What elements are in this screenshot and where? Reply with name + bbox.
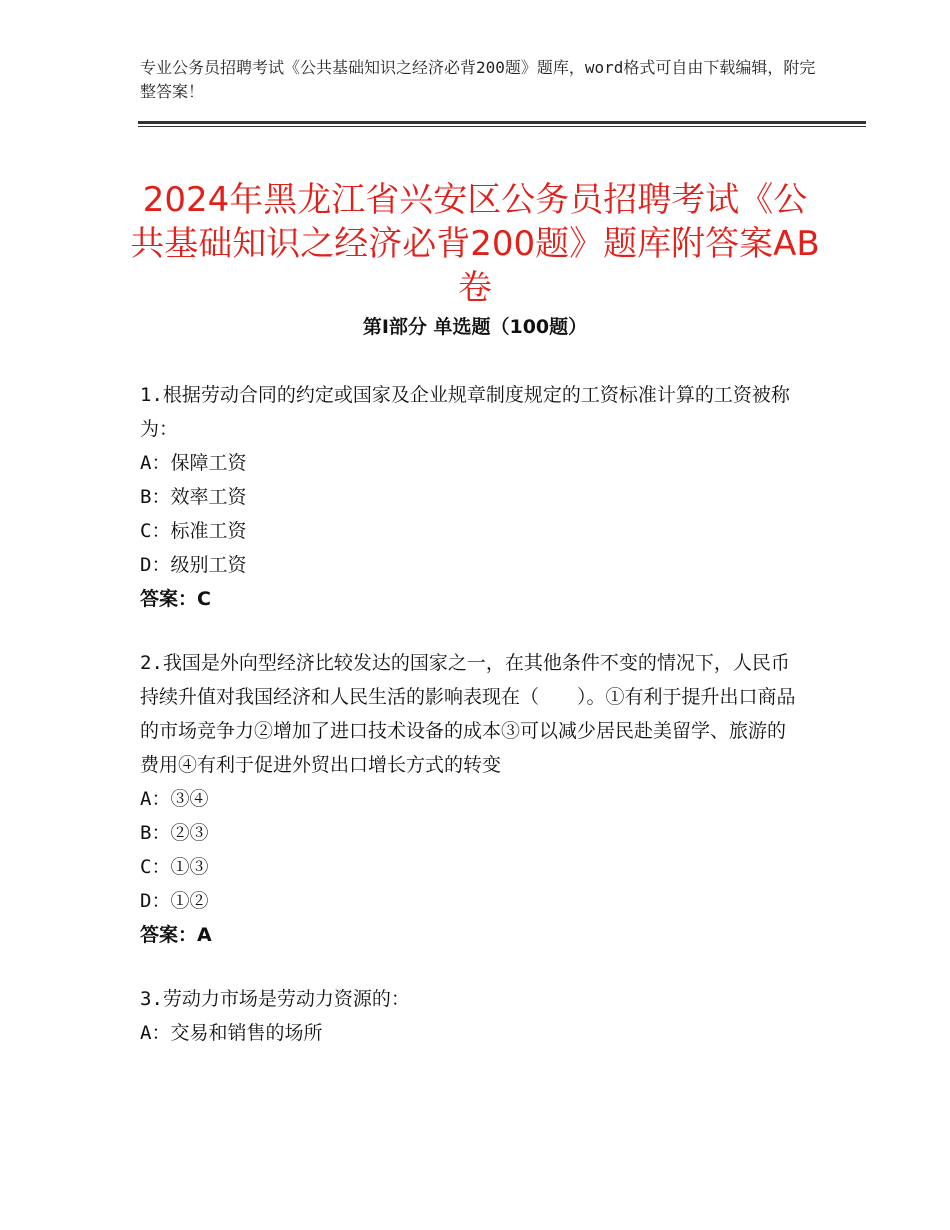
question-1 (140, 378, 800, 616)
question-3 (140, 982, 800, 1050)
header-rule-thick (138, 121, 866, 124)
answer: 答案：A (140, 924, 212, 946)
answer: 答案：C (140, 588, 211, 610)
option-c: C：①③ (140, 856, 209, 878)
question-stem: 3.劳动力市场是劳动力资源的： (140, 988, 410, 1010)
option-a: A：交易和销售的场所 (140, 1022, 323, 1044)
option-a: A：保障工资 (140, 452, 247, 474)
question-list (140, 378, 800, 1080)
option-c: C：标准工资 (140, 520, 247, 542)
question-stem: 1.根据劳动合同的约定或国家及企业规章制度规定的工资标准计算的工资被称为： (140, 384, 790, 440)
question-2 (140, 646, 800, 952)
header-note: 专业公务员招聘考试《公共基础知识之经济必背200题》题库，word格式可自由下载编辑，附完整答案！ (140, 58, 816, 101)
question-stem: 2.我国是外向型经济比较发达的国家之一，在其他条件不变的情况下，人民币持续升值对我国经济和人民生活的影响表现在（ ）。①有利于提升出口商品的市场竞争力②增加了进口技术设备的成本③可以减少居民赴美留学、旅游的费用④有利于促进外贸出口增长方式的转变 (140, 652, 796, 776)
option-a: A：③④ (140, 788, 209, 810)
option-b: B：效率工资 (140, 486, 247, 508)
header-rule-thin (138, 126, 866, 127)
section-heading: 第Ⅰ部分 单选题（100题） (362, 316, 588, 338)
option-d: D：级别工资 (140, 554, 247, 576)
option-b: B：②③ (140, 822, 209, 844)
option-d: D：①② (140, 890, 209, 912)
document-title: 2024年黑龙江省兴安区公务员招聘考试《公共基础知识之经济必背200题》题库附答案AB卷 (130, 179, 820, 308)
